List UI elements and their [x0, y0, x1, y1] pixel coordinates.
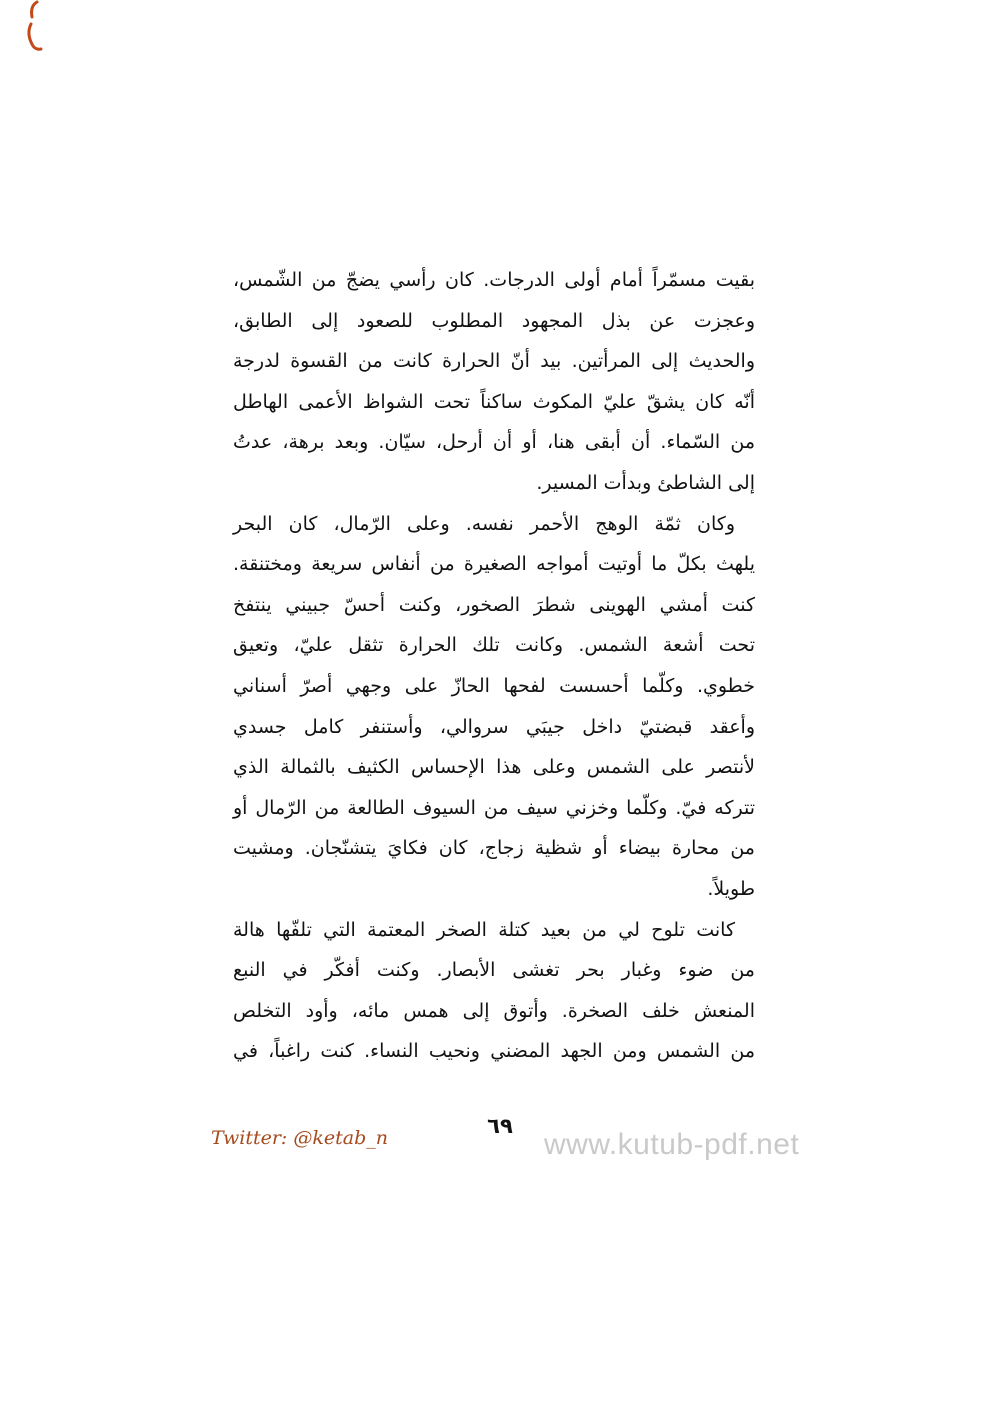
red-corner-artifact-icon [22, 0, 48, 52]
text-line: من ضوء وغبار بحر تغشى الأبصار. وكنت أفكّر في النبع [233, 959, 755, 982]
text-line: من السّماء. أن أبقى هنا، أو أن أرحل، سيّان. وبعد برهة، عدتُ [233, 431, 755, 454]
text-line: المنعش خلف الصخرة. وأتوق إلى همس مائه، وأود التخلص [233, 999, 755, 1022]
text-line: طويلاً. [707, 877, 755, 900]
body-text [233, 260, 755, 1072]
text-line: وأعقد قبضتيّ داخل جيبَي سروالي، وأستنفر كامل جسدي [233, 715, 755, 738]
page-number: ٦٩ [487, 1114, 513, 1138]
text-line: كنت أمشي الهوينى شطرَ الصخور، وكنت أحسّ جبيني ينتفخ [233, 593, 755, 616]
text-line: وكان ثمّة الوهج الأحمر نفسه. وعلى الرّمال، كان البحر [233, 512, 735, 535]
text-line: والحديث إلى المرأتين. بيد أنّ الحرارة كانت من القسوة لدرجة [233, 350, 755, 373]
text-line: تحت أشعة الشمس. وكانت تلك الحرارة تثقل عليّ، وتعيق [233, 634, 755, 657]
watermark: www.kutub-pdf.net [544, 1128, 800, 1161]
text-line: كانت تلوح لي من بعيد كتلة الصخر المعتمة التي تلفّها هالة [233, 918, 735, 941]
text-line: خطوي. وكلّما أحسست لفحها الحازّ على وجهي أصرّ أسناني [233, 674, 755, 697]
text-line: وعجزت عن بذل المجهود المطلوب للصعود إلى الطابق، [233, 309, 755, 332]
twitter-credit: Twitter: @ketab_n [211, 1127, 388, 1149]
text-line: يلهث بكلّ ما أوتيت أمواجه الصغيرة من أنفاس سريعة ومختنقة. [233, 553, 755, 576]
text-line: تتركه فيّ. وكلّما وخزني سيف من السيوف الطالعة من الرّمال أو [233, 796, 755, 819]
text-line: أنّه كان يشقّ عليّ المكوث ساكناً تحت الشواظ الأعمى الهاطل [233, 390, 755, 413]
text-line: من محارة بيضاء أو شظية زجاج، كان فكايَ يتشنّجان. ومشيت [233, 837, 755, 860]
text-line: لأنتصر على الشمس وعلى هذا الإحساس الكثيف بالثمالة الذي [233, 756, 755, 779]
text-line: بقيت مسمّراً أمام أولى الدرجات. كان رأسي يضجّ من الشّمس، [233, 269, 755, 291]
text-line: إلى الشاطئ وبدأت المسير. [536, 471, 755, 494]
text-line: من الشمس ومن الجهد المضني ونحيب النساء. كنت راغباً، في [233, 1040, 755, 1063]
